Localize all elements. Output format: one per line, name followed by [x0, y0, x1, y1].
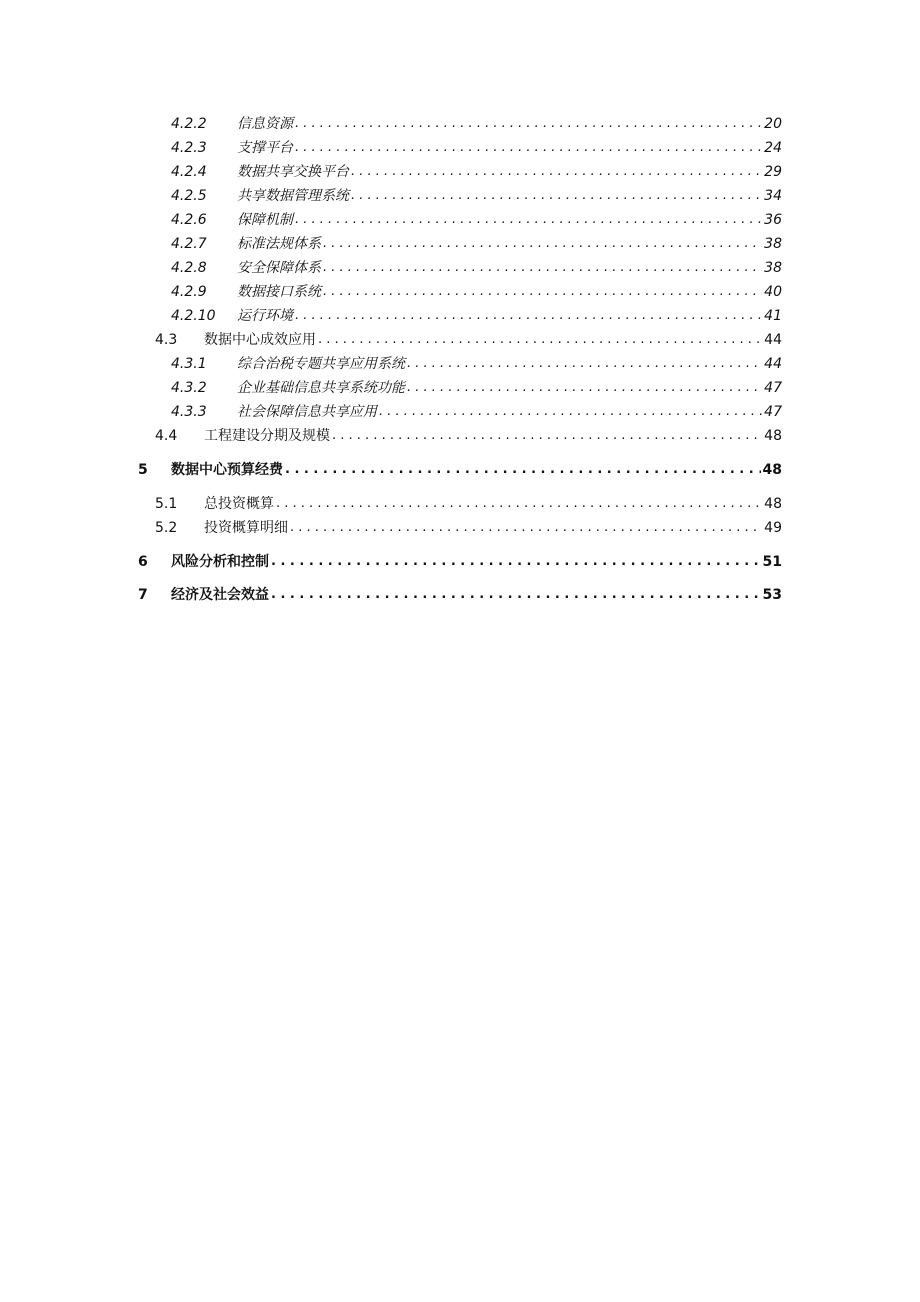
toc-entry[interactable] — [171, 136, 782, 160]
toc-entry[interactable] — [155, 424, 782, 448]
dot-leader — [379, 400, 762, 424]
toc-entry-number: 4.2.9 — [171, 284, 207, 300]
toc-entry-title: 数据共享交换平台 — [237, 164, 349, 180]
dot-leader — [276, 492, 762, 516]
dot-leader — [323, 280, 762, 304]
dot-leader — [295, 112, 762, 136]
toc-entry-title: 数据中心成效应用 — [204, 332, 316, 348]
toc-entry-title: 社会保障信息共享应用 — [237, 404, 377, 420]
toc-entry[interactable] — [171, 208, 782, 232]
dot-leader — [407, 376, 762, 400]
dot-leader — [351, 184, 762, 208]
toc-entry-page: 47 — [764, 404, 782, 420]
dot-leader — [295, 136, 762, 160]
toc-entry-number: 7 — [138, 587, 148, 603]
toc-entry[interactable] — [171, 376, 782, 400]
toc-entry-page: 20 — [764, 116, 782, 132]
toc-entry[interactable] — [138, 550, 782, 574]
toc-entry-page: 49 — [764, 520, 782, 536]
toc-entry-title: 总投资概算 — [204, 496, 274, 512]
toc-entry-title: 标准法规体系 — [237, 236, 321, 252]
toc-entry-number: 4.2.7 — [171, 236, 207, 252]
toc-entry-number: 4.2.2 — [171, 116, 207, 132]
toc-entry[interactable] — [155, 328, 782, 352]
toc-entry[interactable] — [171, 232, 782, 256]
dot-leader — [323, 256, 762, 280]
toc-entry-number: 4.2.10 — [171, 308, 216, 324]
toc-entry-title: 信息资源 — [237, 116, 293, 132]
toc-entry-number: 5 — [138, 462, 148, 478]
toc-entry[interactable] — [155, 516, 782, 540]
toc-entry[interactable] — [171, 256, 782, 280]
toc-entry-page: 44 — [764, 356, 782, 372]
toc-entry-page: 48 — [762, 462, 782, 478]
toc-entry[interactable] — [171, 184, 782, 208]
toc-entry-number: 4.2.8 — [171, 260, 207, 276]
toc-entry[interactable] — [171, 112, 782, 136]
toc-entry-title: 支撑平台 — [237, 140, 293, 156]
toc-entry-page: 38 — [764, 236, 782, 252]
toc-entry[interactable] — [155, 492, 782, 516]
toc-entry[interactable] — [138, 458, 782, 482]
toc-entry-title: 投资概算明细 — [204, 520, 288, 536]
dot-leader — [351, 160, 762, 184]
toc-entry-title: 安全保障体系 — [237, 260, 321, 276]
toc-entry-title: 数据接口系统 — [237, 284, 321, 300]
toc-entry-page: 34 — [764, 188, 782, 204]
toc-entry-page: 38 — [764, 260, 782, 276]
toc-entry-page: 40 — [764, 284, 782, 300]
toc-entry[interactable] — [171, 160, 782, 184]
toc-entry[interactable] — [171, 304, 782, 328]
toc-entry-number: 4.3.3 — [171, 404, 207, 420]
toc-entry-title: 企业基础信息共享系统功能 — [237, 380, 405, 396]
toc-entry-title: 数据中心预算经费 — [171, 462, 283, 478]
toc-entry-title: 风险分析和控制 — [171, 554, 269, 570]
toc-entry-number: 4.3 — [155, 332, 178, 348]
toc-entry-page: 53 — [762, 587, 782, 603]
toc-entry-number: 4.2.3 — [171, 140, 207, 156]
toc-entry-page: 48 — [764, 428, 782, 444]
dot-leader — [295, 208, 762, 232]
toc-entry-page: 47 — [764, 380, 782, 396]
toc-entry-title: 共享数据管理系统 — [237, 188, 349, 204]
toc-entry-number: 4.3.1 — [171, 356, 207, 372]
toc-entry-number: 6 — [138, 554, 148, 570]
dot-leader — [271, 550, 761, 574]
toc-entry-title: 保障机制 — [237, 212, 293, 228]
toc-entry-page: 44 — [764, 332, 782, 348]
toc-entry-title: 工程建设分期及规模 — [204, 428, 330, 444]
dot-leader — [295, 304, 762, 328]
toc-entry-title: 综合治税专题共享应用系统 — [237, 356, 405, 372]
dot-leader — [271, 583, 761, 607]
toc-entry-page: 29 — [764, 164, 782, 180]
toc-entry-page: 41 — [764, 308, 782, 324]
dot-leader — [332, 424, 762, 448]
toc-entry-page: 48 — [764, 496, 782, 512]
toc-entry-number: 4.4 — [155, 428, 178, 444]
toc-entry[interactable] — [171, 352, 782, 376]
dot-leader — [318, 328, 762, 352]
dot-leader — [285, 458, 761, 482]
toc-entry[interactable] — [138, 583, 782, 607]
toc-entry-number: 4.2.5 — [171, 188, 207, 204]
toc-entry-page: 51 — [762, 554, 782, 570]
toc-entry-number: 5.2 — [155, 520, 178, 536]
toc-entry[interactable] — [171, 280, 782, 304]
dot-leader — [323, 232, 762, 256]
toc-entry-number: 4.2.6 — [171, 212, 207, 228]
toc-entry-page: 36 — [764, 212, 782, 228]
dot-leader — [290, 516, 762, 540]
toc-entry[interactable] — [171, 400, 782, 424]
toc-entry-number: 4.2.4 — [171, 164, 207, 180]
toc-entry-title: 经济及社会效益 — [171, 587, 269, 603]
toc-entry-title: 运行环境 — [237, 308, 293, 324]
toc-entry-number: 4.3.2 — [171, 380, 207, 396]
dot-leader — [407, 352, 762, 376]
toc-entry-page: 24 — [764, 140, 782, 156]
toc-entry-number: 5.1 — [155, 496, 178, 512]
